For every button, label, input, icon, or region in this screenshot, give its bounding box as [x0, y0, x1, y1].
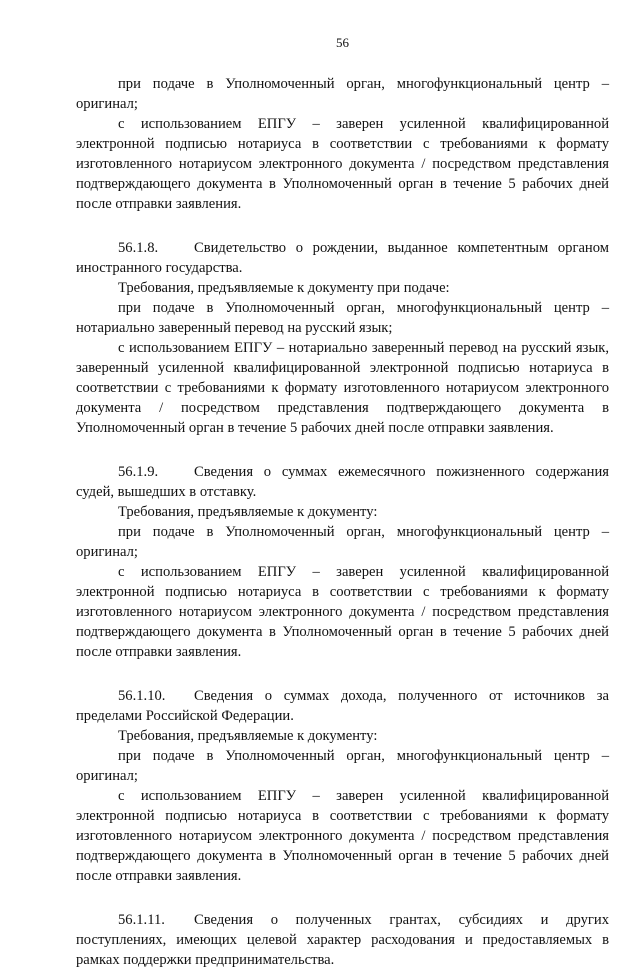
- intro-block: [76, 74, 609, 214]
- section-heading: [76, 910, 609, 970]
- section-title: Сведения о суммах дохода, полученного от источников за пределами Российской Федерации.: [76, 688, 609, 724]
- requirement-paragraph: с использованием ЕПГУ – заверен усиленной квалифицированной электронной подписью нотариуса в соответствии с требованиями к формату изготовленного нотариусом электронного документа / посредством представления подтверждающего документа в Уполномоченный орган в течение 5 рабочих дней после отправки заявления.: [76, 788, 609, 884]
- requirements-label: Требования, предъявляемые к документу:: [118, 504, 378, 520]
- section-title: Сведения о суммах ежемесячного пожизненного содержания судей, вышедших в отставку.: [76, 464, 609, 500]
- section-number: 56.1.10.: [118, 688, 166, 704]
- requirements-label: Требования, предъявляемые к документу при подаче:: [118, 280, 450, 296]
- section-title: Свидетельство о рождении, выданное компетентным органом иностранного государства.: [76, 240, 609, 276]
- section-number: 56.1.8.: [118, 240, 159, 256]
- section-56-1-11: [76, 910, 609, 970]
- document-page: [76, 34, 609, 970]
- section-56-1-10: [76, 686, 609, 886]
- requirements-label: Требования, предъявляемые к документу:: [118, 728, 378, 744]
- requirement-paragraph: при подаче в Уполномоченный орган, многофункциональный центр – оригинал;: [76, 748, 609, 784]
- requirement-paragraph: при подаче в Уполномоченный орган, многофункциональный центр – оригинал;: [76, 524, 609, 560]
- section-title: Сведения о полученных грантах, субсидиях и других поступлениях, имеющих целевой характер расходования и предоставляемых в рамках поддержки предпринимательства.: [76, 912, 609, 968]
- section-heading: [76, 686, 609, 726]
- section-56-1-9: [76, 462, 609, 662]
- section-heading: [76, 238, 609, 278]
- page-number: 56: [336, 35, 349, 50]
- section-56-1-8: [76, 238, 609, 438]
- section-number: 56.1.9.: [118, 464, 159, 480]
- intro-paragraph-2: с использованием ЕПГУ – заверен усиленной квалифицированной электронной подписью нотариуса в соответствии с требованиями к формату изготовленного нотариусом электронного документа / посредством представления подтверждающего документа в Уполномоченный орган в течение 5 рабочих дней после отправки заявления.: [76, 116, 609, 212]
- requirement-paragraph: с использованием ЕПГУ – заверен усиленной квалифицированной электронной подписью нотариуса в соответствии с требованиями к формату изготовленного нотариусом электронного документа / посредством представления подтверждающего документа в Уполномоченный орган в течение 5 рабочих дней после отправки заявления.: [76, 564, 609, 660]
- intro-paragraph-1: при подаче в Уполномоченный орган, многофункциональный центр – оригинал;: [76, 76, 609, 112]
- section-heading: [76, 462, 609, 502]
- section-number: 56.1.11.: [118, 912, 165, 928]
- requirement-paragraph: при подаче в Уполномоченный орган, многофункциональный центр – нотариально заверенный перевод на русский язык;: [76, 300, 609, 336]
- requirement-paragraph: с использованием ЕПГУ – нотариально заверенный перевод на русский язык, заверенный усиленной квалифицированной электронной подписью нотариуса в соответствии с требованиями к формату изготовленного нотариусом электронного документа / посредством представления подтверждающего документа в Уполномоченный орган в течение 5 рабочих дней после отправки заявления.: [76, 340, 609, 436]
